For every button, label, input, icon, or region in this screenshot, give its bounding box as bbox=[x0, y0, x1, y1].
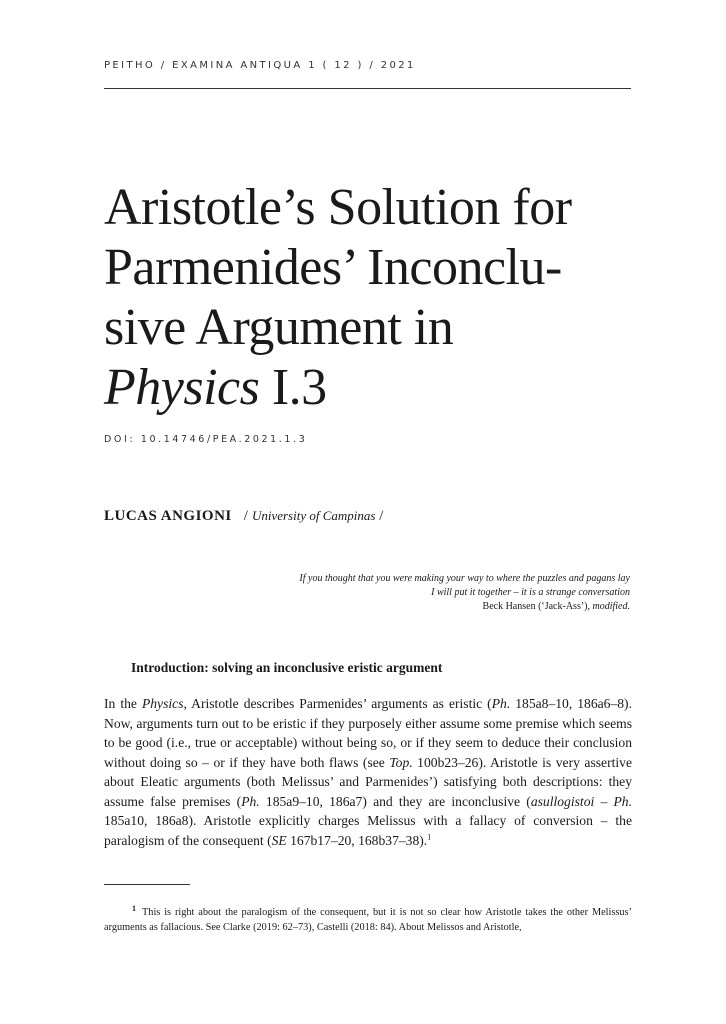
body-italic-citation: Ph. bbox=[491, 696, 511, 711]
footnote-text: This is right about the paralogism of the consequent, but it is not so clear how Aristotle takes the other Melissus’ arguments as fallacious. See Clarke (2019: 62–73), Castelli (2018: 84). About Melissos and Aristotle, bbox=[104, 907, 632, 933]
doi-label[interactable]: DOI: 10.14746/PEA.2021.1.3 bbox=[104, 434, 308, 445]
footnote-reference[interactable]: 1 bbox=[427, 831, 432, 841]
body-text-run: , Aristotle describes Parmenides’ arguments as eristic ( bbox=[183, 696, 492, 711]
author-line bbox=[104, 508, 383, 525]
author-affiliation: University of Campinas bbox=[251, 508, 376, 523]
affiliation-separator-close: / bbox=[379, 508, 384, 524]
title-book-number: I.3 bbox=[259, 359, 327, 416]
epigraph-source-modified: modified. bbox=[592, 601, 630, 612]
epigraph bbox=[210, 572, 630, 614]
body-italic-citation: Ph. bbox=[241, 793, 260, 809]
epigraph-line-2: I will put it together – it is a strange conversation bbox=[431, 587, 630, 598]
running-head: PEITHO / EXAMINA ANTIQUA 1 ( 12 ) / 2021 bbox=[104, 60, 416, 71]
body-text-run: 185a9–10, 186a7) and they are inconclusive ( bbox=[259, 793, 531, 809]
body-italic-physics: Physics bbox=[141, 696, 184, 711]
epigraph-source bbox=[210, 600, 630, 614]
body-text-run: 185a10, 186a8). Aristotle explicitly charges Melissus with a fallacy of conversion – the paralogism of the consequent ( bbox=[104, 813, 632, 848]
article-title bbox=[104, 178, 664, 418]
epigraph-source-name: Beck Hansen (‘Jack-Ass’), bbox=[482, 601, 593, 612]
body-italic-citation: Top. bbox=[389, 754, 413, 770]
header-rule bbox=[104, 88, 631, 89]
epigraph-line-1: If you thought that you were making your way to where the puzzles and pagans lay bbox=[299, 573, 630, 584]
affiliation-separator-open: / bbox=[243, 508, 248, 524]
body-text-run: 185a8–10, 186a6–8). Now, arguments turn out to be eristic if they purposely either assume some premise which seems to be good (i.e., true or acceptable) without being so, or if they seem to deduce their conclusion without doing so – or if they have both flaws (see bbox=[104, 696, 632, 770]
title-line-3: sive Argument in bbox=[104, 299, 454, 356]
footnote-mark: 1 bbox=[132, 903, 136, 913]
title-line-2: Parmenides’ Inconclu- bbox=[104, 239, 562, 296]
body-paragraph bbox=[104, 694, 632, 850]
body-italic-citation: SE bbox=[271, 832, 287, 848]
title-line-1: Aristotle’s Solution for bbox=[104, 179, 572, 236]
title-physics-italic: Physics bbox=[104, 359, 260, 416]
section-heading: Introduction: solving an inconclusive eristic argument bbox=[131, 660, 443, 675]
author-name: LUCAS ANGIONI bbox=[104, 508, 232, 524]
body-text-run: 167b17–20, 168b37–38). bbox=[286, 832, 428, 848]
footnote-rule bbox=[104, 884, 190, 885]
title-line-4 bbox=[104, 358, 664, 418]
footnote bbox=[104, 905, 632, 935]
body-text-run: 100b23–26). Aristotle is very assertive about Eleatic arguments (both Melissus’ and Parmenides’) satisfying both descriptions: they assume false premises ( bbox=[104, 754, 632, 809]
body-italic-citation: asullogistoi – Ph. bbox=[530, 793, 633, 809]
body-text-run: In the bbox=[104, 696, 142, 711]
